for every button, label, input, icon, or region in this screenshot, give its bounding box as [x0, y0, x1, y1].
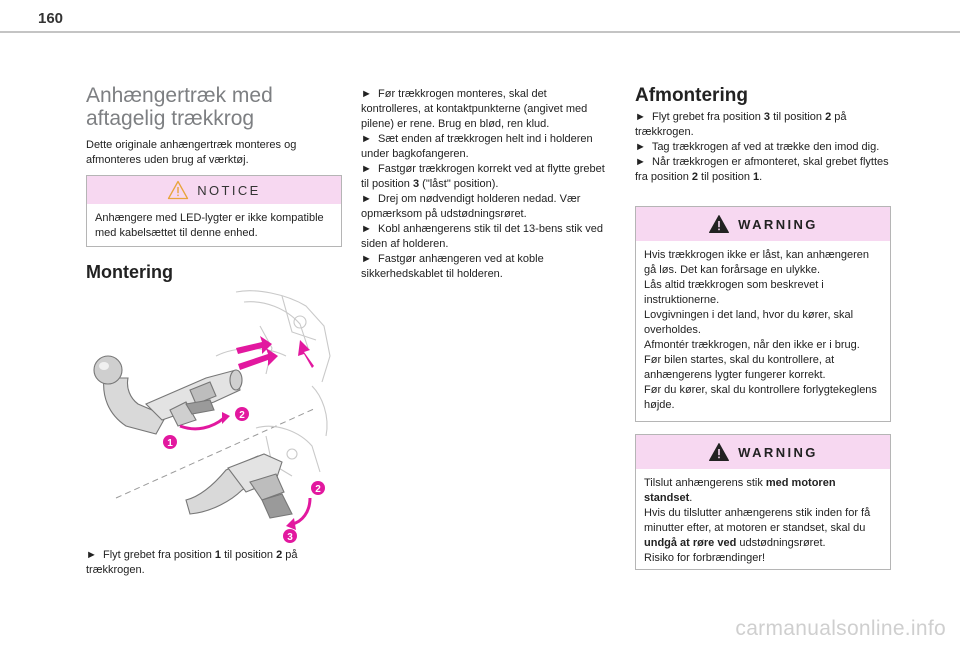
step-text: .	[759, 171, 763, 183]
warning-line: Afmontér trækkrogen, når den ikke er i brug.	[644, 339, 860, 351]
step-position: 3	[763, 111, 771, 123]
warning-box-2	[635, 434, 891, 570]
lever-arrow-head-upper	[222, 412, 230, 424]
step-text: ("låst" position).	[419, 178, 499, 190]
bullet-arrow: ►	[361, 133, 372, 145]
step-text: til position	[698, 171, 754, 183]
page-title-line1: Anhængertræk med	[86, 84, 273, 107]
illustration-caption	[86, 548, 342, 578]
warning-text-1	[636, 241, 890, 421]
page-number: 160	[38, 10, 64, 27]
step-item	[361, 192, 609, 222]
step-item	[361, 222, 609, 252]
step-text: til position	[770, 111, 826, 123]
bullet-arrow: ►	[361, 193, 372, 205]
callout-2-lower	[311, 481, 325, 495]
montering-steps	[361, 87, 609, 282]
caption-text-a: Flyt grebet fra position	[103, 549, 215, 561]
warning-text-2	[636, 469, 890, 574]
svg-text:2: 2	[239, 410, 245, 421]
warning-header-2	[636, 435, 890, 469]
warning-line: Lås altid trækkrogen som beskrevet i instruktionerne.	[644, 279, 824, 306]
step-text: Før trækkrogen monteres, skal det kontrolleres, at kontaktpunkterne (angivet med pilene) er rene. Brug en blød, ren klud.	[361, 88, 588, 130]
warning-line: Hvis trækkrogen ikke er låst, kan anhængeren gå løs. Det kan forårsage en ulykke.	[644, 249, 869, 276]
callout-2-upper	[235, 407, 249, 421]
bullet-arrow: ►	[361, 163, 372, 175]
watermark: carmanualsonline.info	[735, 617, 946, 640]
warning-box-1	[635, 206, 891, 422]
warning-emphasis: med motoren standset	[644, 477, 836, 504]
notice-text: Anhængere med LED-lygter er ikke kompatible med kabelsættet til denne enhed.	[95, 212, 324, 239]
warning-line	[644, 476, 882, 506]
warning-text: .	[689, 492, 693, 504]
bullet-arrow: ►	[635, 156, 646, 168]
step-item	[361, 87, 609, 132]
step-text: Sæt enden af trækkrogen helt ind i holderen under bagkofangeren.	[361, 133, 593, 160]
warning-line: Risiko for forbrændinger!	[644, 552, 766, 564]
step-text: Fastgør trækkrogen korrekt ved at flytte grebet til position	[361, 163, 605, 190]
bullet-arrow: ►	[86, 549, 97, 561]
callout-3	[283, 529, 297, 543]
notice-triangle-icon	[167, 180, 189, 200]
step-position: 2	[825, 111, 832, 123]
bullet-arrow: ►	[635, 111, 646, 123]
warning-label-1: WARNING	[738, 216, 818, 232]
step-item	[635, 140, 891, 155]
bullet-arrow: ►	[361, 88, 372, 100]
warning-text: Tilslut anhængerens stik	[644, 477, 766, 489]
warning-emphasis: undgå at røre ved	[644, 537, 737, 549]
caption-position-2: 2	[276, 549, 283, 561]
bumper-bracket-sketch	[216, 291, 330, 436]
caption-text-c: på trækkrogen.	[86, 549, 298, 576]
step-position: 3	[412, 178, 420, 190]
step-text: Når trækkrogen er afmonteret, skal grebet flyttes fra position	[635, 156, 889, 183]
step-text: Drej om nødvendigt holderen nedad. Vær opmærksom på udstødningsrøret.	[361, 193, 581, 220]
notice-label: NOTICE	[197, 182, 261, 198]
warning-text: udstødningsrøret.	[736, 537, 826, 549]
warning-line	[644, 506, 882, 551]
warning-line: Lovgivningen i det land, hvor du kører, skal overholdes.	[644, 309, 854, 336]
step-text: Tag trækkrogen af ved at trække den imod dig.	[651, 141, 880, 153]
notice-header	[87, 176, 341, 204]
warning-label-2: WARNING	[738, 444, 818, 460]
step-item	[635, 110, 891, 140]
step-item	[635, 155, 891, 185]
warning-line: Før bilen startes, skal du kontrollere, at anhængerens lygter fungerer korrekt.	[644, 354, 835, 381]
lever-rotation-arrow-lower	[292, 498, 310, 524]
afmontering-heading: Afmontering	[635, 85, 748, 106]
warning-triangle-icon	[708, 442, 730, 462]
warning-header-1	[636, 207, 890, 241]
caption-text-b: til position	[221, 549, 277, 561]
svg-text:3: 3	[287, 532, 293, 543]
tow-hook-lower	[186, 454, 292, 518]
tow-hook-illustration	[86, 286, 342, 544]
bullet-arrow: ►	[635, 141, 646, 153]
svg-text:1: 1	[167, 438, 173, 449]
page-title	[86, 84, 342, 130]
warning-triangle-icon	[708, 214, 730, 234]
step-text: Flyt grebet fra position	[652, 111, 764, 123]
step-position: 2	[691, 171, 698, 183]
step-item	[361, 162, 609, 192]
warning-line: Før du kører, skal du kontrollere forlygtekeglens højde.	[644, 384, 877, 411]
notice-box	[86, 175, 342, 247]
page-title-line2: aftagelig trækkrog	[86, 107, 255, 130]
step-text: på trækkrogen.	[635, 111, 847, 138]
warning-text: Hvis du tilslutter anhængerens stik inden for få minutter efter, at motoren er standset, skal du	[644, 507, 871, 534]
intro-paragraph: Dette originale anhængertræk monteres og afmonteres uden brug af værktøj.	[86, 139, 297, 166]
bullet-arrow: ►	[361, 253, 372, 265]
afmontering-steps	[635, 110, 891, 185]
step-text: Fastgør anhængeren ved at koble sikkerhedskablet til holderen.	[361, 253, 544, 280]
caption-position-1: 1	[214, 549, 222, 561]
montering-heading: Montering	[86, 262, 173, 282]
svg-text:2: 2	[315, 484, 321, 495]
step-item	[361, 252, 609, 282]
step-position: 1	[753, 171, 760, 183]
header-divider	[0, 31, 960, 33]
lever-arrow-head-lower	[286, 518, 296, 530]
callout-1	[163, 435, 177, 449]
bullet-arrow: ►	[361, 223, 372, 235]
contact-point-arrows	[236, 336, 314, 370]
step-item	[361, 132, 609, 162]
step-text: Kobl anhængerens stik til det 13-bens stik ved siden af holderen.	[361, 223, 604, 250]
